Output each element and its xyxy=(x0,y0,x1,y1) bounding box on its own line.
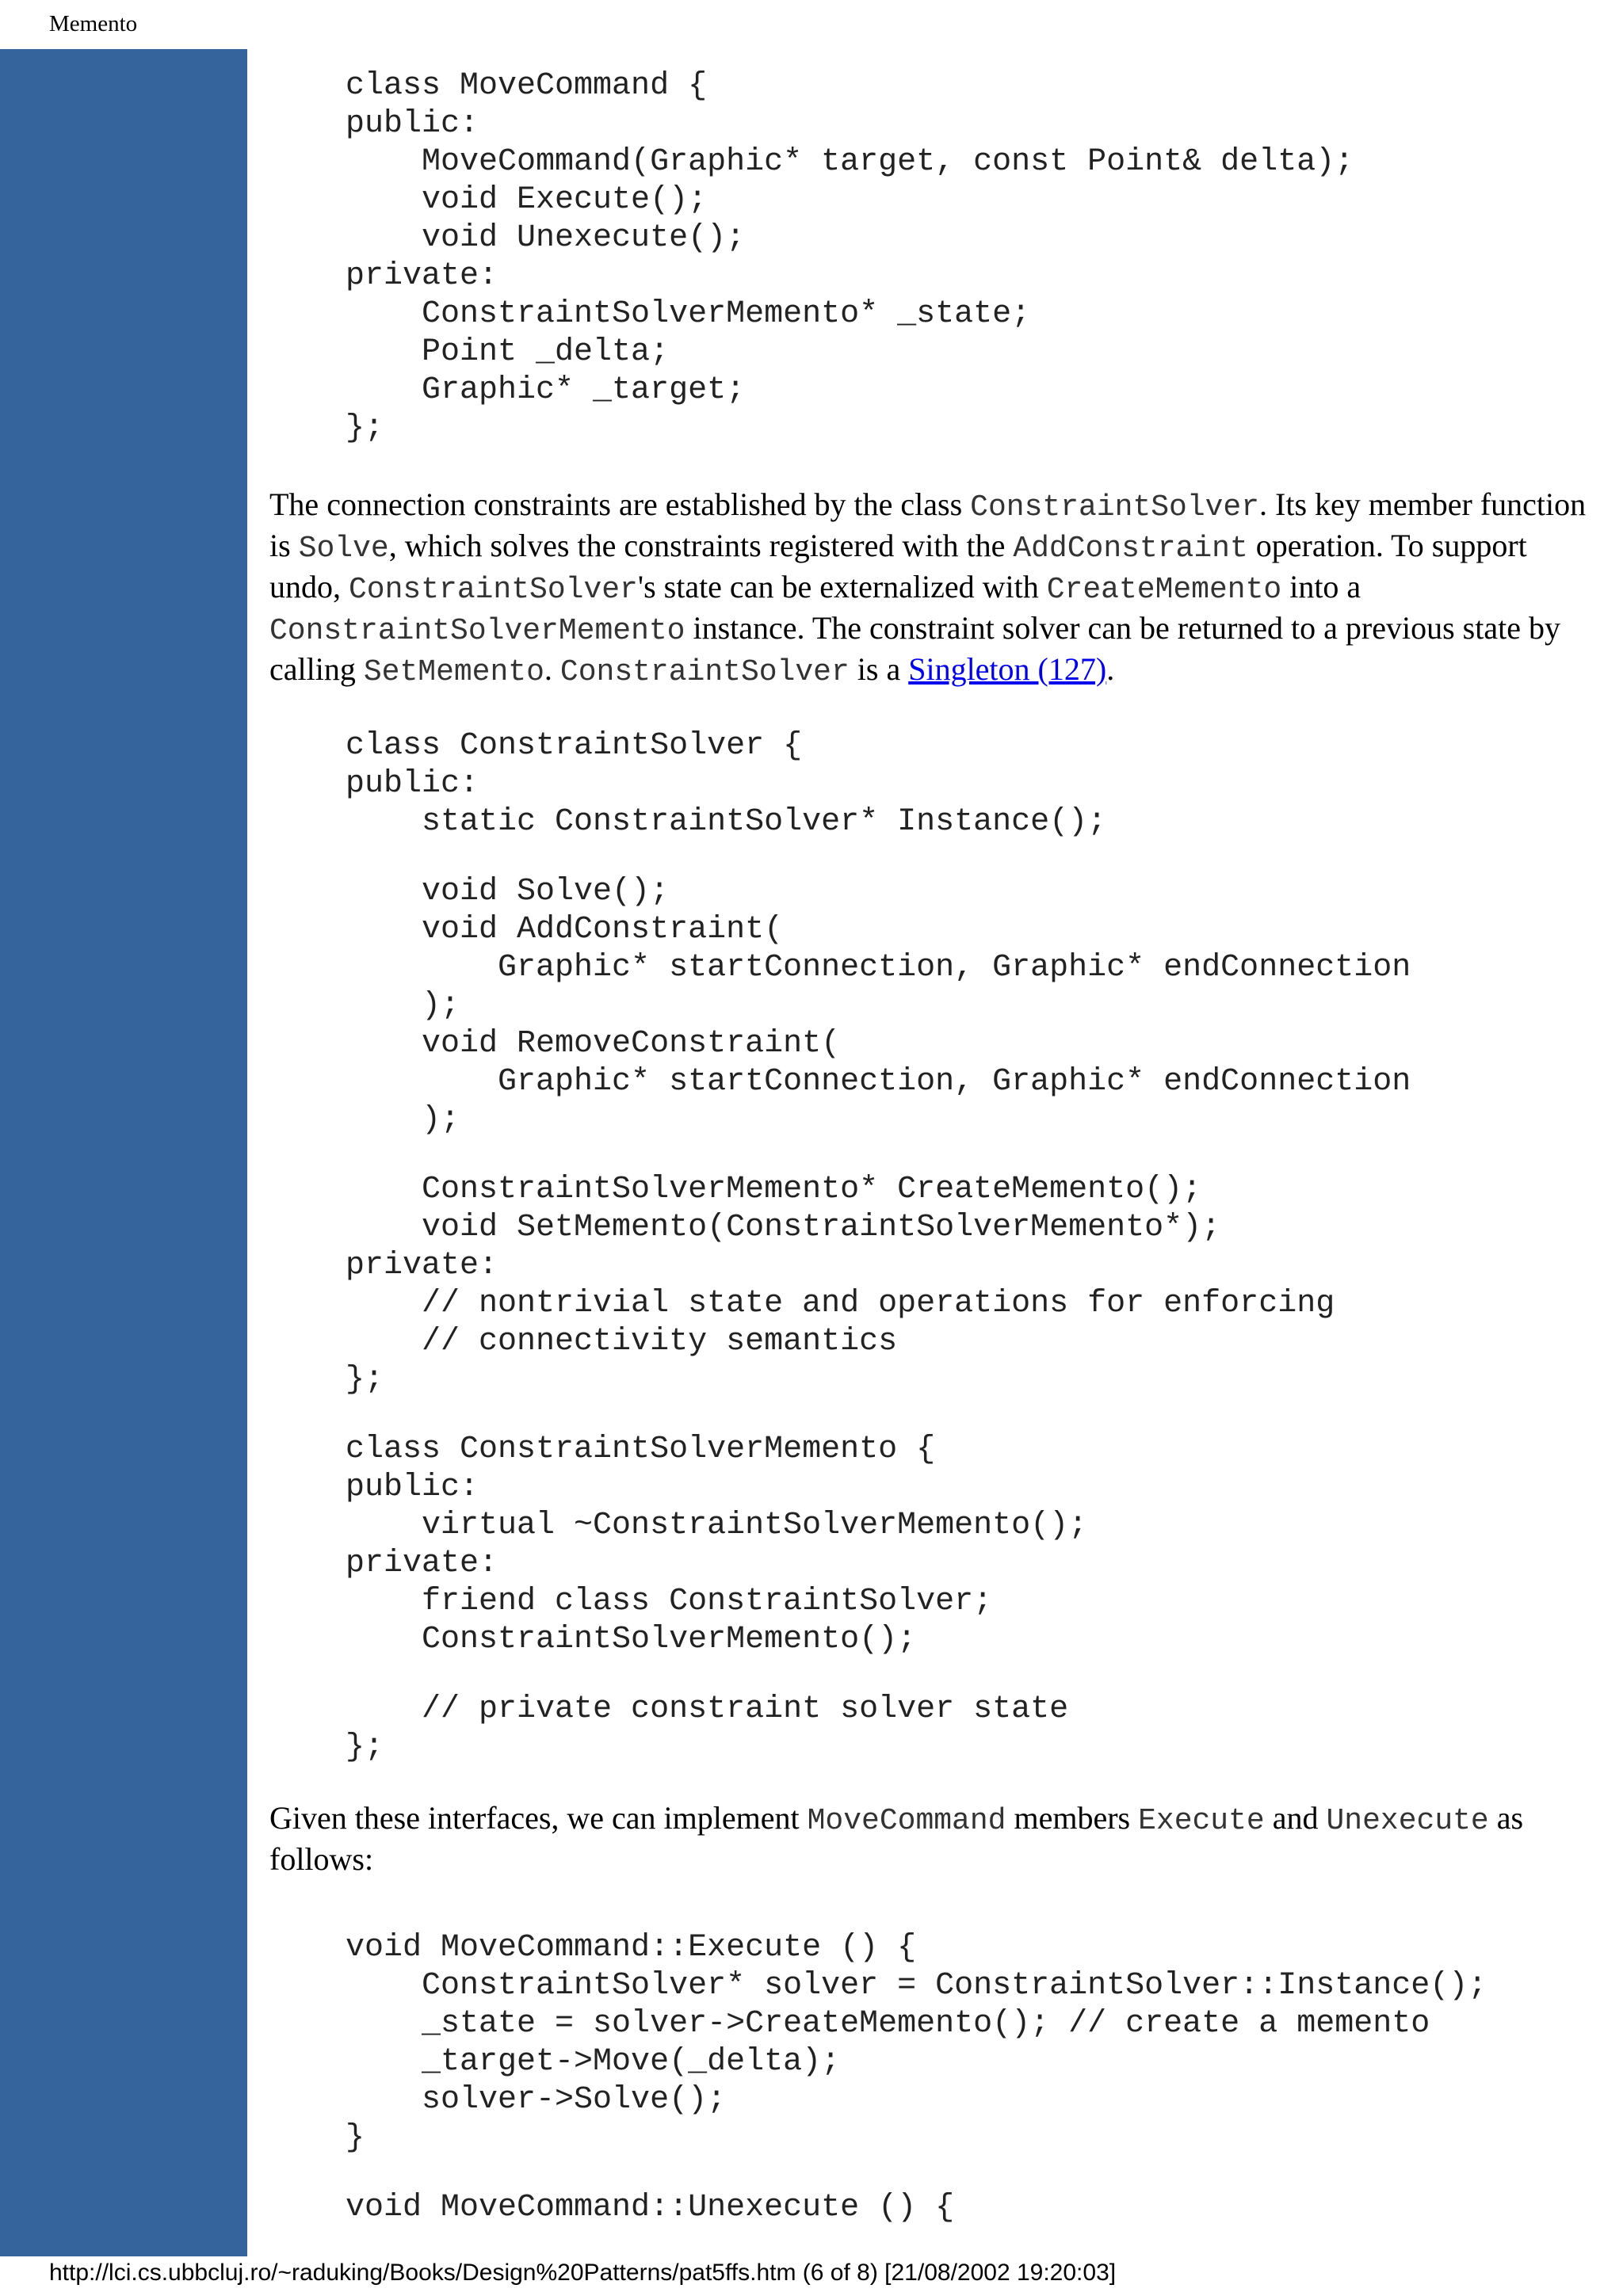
code-inline: SetMemento xyxy=(363,655,544,689)
text: into a xyxy=(1281,569,1361,605)
text: Given these interfaces, we can implement xyxy=(269,1800,808,1836)
page-footer-url: http://lci.cs.ubbcluj.ro/~raduking/Books/Design%20Patterns/pat5ffs.htm (6 of 8) [21/08/2002 19:20:03] xyxy=(49,2260,1117,2286)
code-gap xyxy=(346,841,1601,873)
code-lines: void MoveCommand::Unexecute () { xyxy=(346,2190,955,2225)
code-inline: AddConstraint xyxy=(1013,532,1248,566)
code-gap xyxy=(346,2157,1601,2189)
text: . Its key member function is xyxy=(269,486,1587,563)
code-gap xyxy=(346,1139,1601,1171)
text: members xyxy=(1006,1800,1139,1836)
code-lines: // private constraint solver state }; xyxy=(346,1691,1069,1765)
text: The connection constraints are established by the class xyxy=(269,486,971,522)
code-gap xyxy=(346,1659,1601,1691)
singleton-link[interactable]: Singleton (127) xyxy=(908,651,1107,687)
code-lines: class ConstraintSolver { public: static ConstraintSolver* Instance(); xyxy=(346,728,1107,840)
code-inline: ConstraintSolver xyxy=(559,655,850,689)
code-inline: ConstraintSolver xyxy=(349,573,638,607)
code-inline: ConstraintSolver xyxy=(970,490,1260,524)
code-lines: class ConstraintSolverMemento { public: virtual ~ConstraintSolverMemento(); private: friend class ConstraintSolver; ConstraintSolverMemento(); xyxy=(346,1432,1088,1657)
paragraph-interfaces xyxy=(269,1799,1601,1878)
code-block-constraintsolver xyxy=(269,727,1601,1399)
code-inline: Execute xyxy=(1138,1804,1265,1838)
code-inline: MoveCommand xyxy=(807,1804,1006,1838)
code-block-movecommand xyxy=(269,67,1601,448)
paragraph-constraint-solver xyxy=(269,486,1601,692)
page-header-title: Memento xyxy=(49,11,138,36)
text: . xyxy=(1106,651,1115,687)
code-inline: Solve xyxy=(298,532,389,566)
code-inline: Unexecute xyxy=(1326,1804,1489,1838)
code-inline: ConstraintSolverMemento xyxy=(269,614,685,648)
code-lines: ConstraintSolverMemento* CreateMemento(); void SetMemento(ConstraintSolverMemento*); private: // nontrivial state and operations for enforcing // connectivity semantics }; xyxy=(346,1172,1335,1398)
left-sidebar-band xyxy=(0,49,247,2256)
code-lines: class MoveCommand { public: MoveCommand(Graphic* target, const Point& delta); void Execute(); void Unexecute(); private: ConstraintSolverMemento* _state; Point _delta; Graphic* _target; }; xyxy=(346,68,1354,446)
code-block-movecommand-impl xyxy=(269,1929,1601,2227)
text: operation. To support undo, xyxy=(269,528,1527,605)
code-lines: void Solve(); void AddConstraint( Graphic* startConnection, Graphic* endConnection ); void RemoveConstraint( Graphic* startConnection, Graphic* endConnection ); xyxy=(422,874,1411,1138)
text: , which solves the constraints registered with the xyxy=(388,528,1014,563)
code-lines: void MoveCommand::Execute () { ConstraintSolver* solver = ConstraintSolver::Instance(); _state = solver->CreateMemento(); // create a memento _target->Move(_delta); solver->Solve(); } xyxy=(346,1930,1487,2156)
text: 's state can be externalized with xyxy=(637,569,1047,605)
code-block-constraintsolvermemento xyxy=(269,1431,1601,1767)
code-inline: CreateMemento xyxy=(1046,573,1282,607)
text: and xyxy=(1264,1800,1327,1836)
text: is a xyxy=(849,651,909,687)
text: . xyxy=(544,651,560,687)
text: as follows: xyxy=(269,1800,1524,1877)
document-content xyxy=(269,67,1601,2227)
text: instance. The constraint solver can be returned to a previous state by calling xyxy=(269,610,1560,687)
